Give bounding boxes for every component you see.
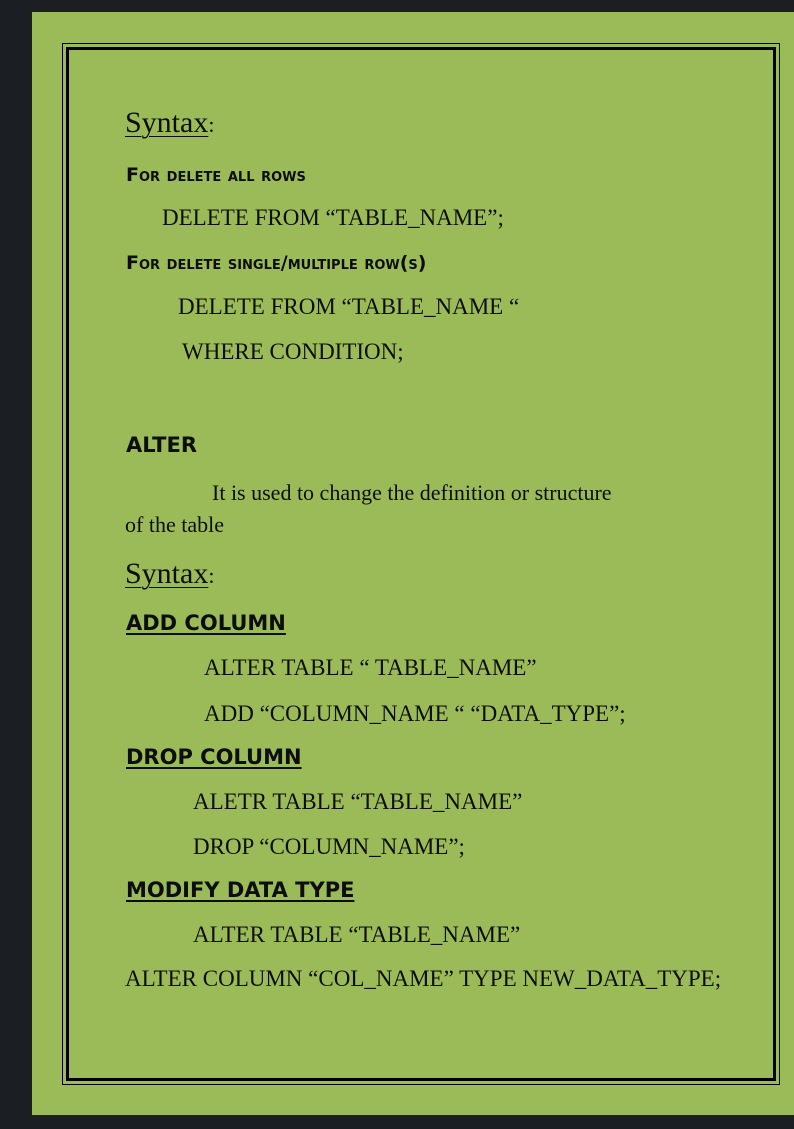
delete-single-rows-code-2: WHERE CONDITION; bbox=[182, 339, 404, 364]
add-column-heading: ADD COLUMN bbox=[126, 611, 286, 635]
delete-single-rows-code-1: DELETE FROM “TABLE_NAME “ bbox=[178, 294, 520, 319]
syntax-colon: : bbox=[208, 112, 215, 137]
alter-title: ALTER bbox=[126, 433, 197, 457]
add-column-code-2: ADD “COLUMN_NAME “ “DATA_TYPE”; bbox=[204, 701, 626, 726]
alter-description-line-1: It is used to change the definition or structure bbox=[212, 480, 612, 505]
modify-data-type-code-1: ALTER TABLE “TABLE_NAME” bbox=[193, 922, 521, 947]
syntax-text: Syntax bbox=[125, 106, 209, 139]
delete-all-rows-heading: For delete all rows bbox=[126, 164, 306, 186]
delete-syntax-label bbox=[125, 106, 214, 140]
syntax-colon: : bbox=[208, 563, 215, 588]
modify-data-type-code-2: ALTER COLUMN “COL_NAME” TYPE NEW_DATA_TYPE; bbox=[125, 966, 722, 991]
delete-single-rows-heading: For delete single/multiple row(s) bbox=[126, 252, 427, 274]
alter-syntax-label bbox=[125, 557, 214, 591]
drop-column-heading: DROP COLUMN bbox=[126, 745, 302, 769]
alter-description-line-2: of the table bbox=[125, 512, 224, 537]
drop-column-code-2: DROP “COLUMN_NAME”; bbox=[193, 834, 465, 859]
drop-column-code-1: ALETR TABLE “TABLE_NAME” bbox=[193, 789, 523, 814]
modify-data-type-heading: MODIFY DATA TYPE bbox=[126, 878, 355, 902]
add-column-code-1: ALTER TABLE “ TABLE_NAME” bbox=[204, 655, 537, 680]
delete-all-rows-code: DELETE FROM “TABLE_NAME”; bbox=[162, 205, 504, 230]
syntax-text: Syntax bbox=[125, 557, 209, 590]
